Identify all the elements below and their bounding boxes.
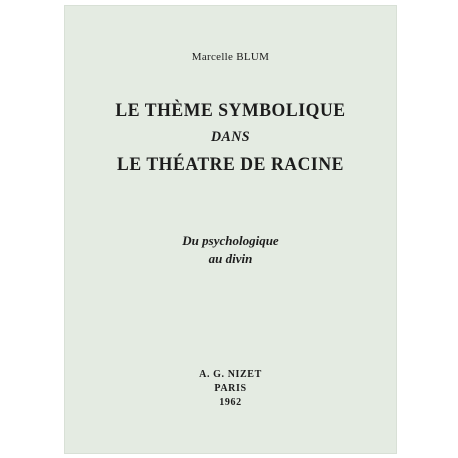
publisher-block (64, 368, 397, 410)
book-subtitle (64, 232, 397, 268)
title-line-1: LE THÈME SYMBOLIQUE (115, 100, 346, 121)
publisher-city: PARIS (214, 383, 247, 394)
publication-year: 1962 (219, 397, 242, 408)
publisher-name: A. G. NIZET (199, 369, 262, 380)
book-title (76, 97, 386, 178)
title-line-3: LE THÉATRE DE RACINE (116, 154, 345, 175)
title-line-2: DANS (210, 129, 251, 145)
subtitle-line-1: Du psychologique (182, 233, 279, 248)
author-name: Marcelle BLUM (191, 51, 270, 63)
book-cover (64, 5, 397, 454)
subtitle-line-2: au divin (208, 251, 253, 266)
